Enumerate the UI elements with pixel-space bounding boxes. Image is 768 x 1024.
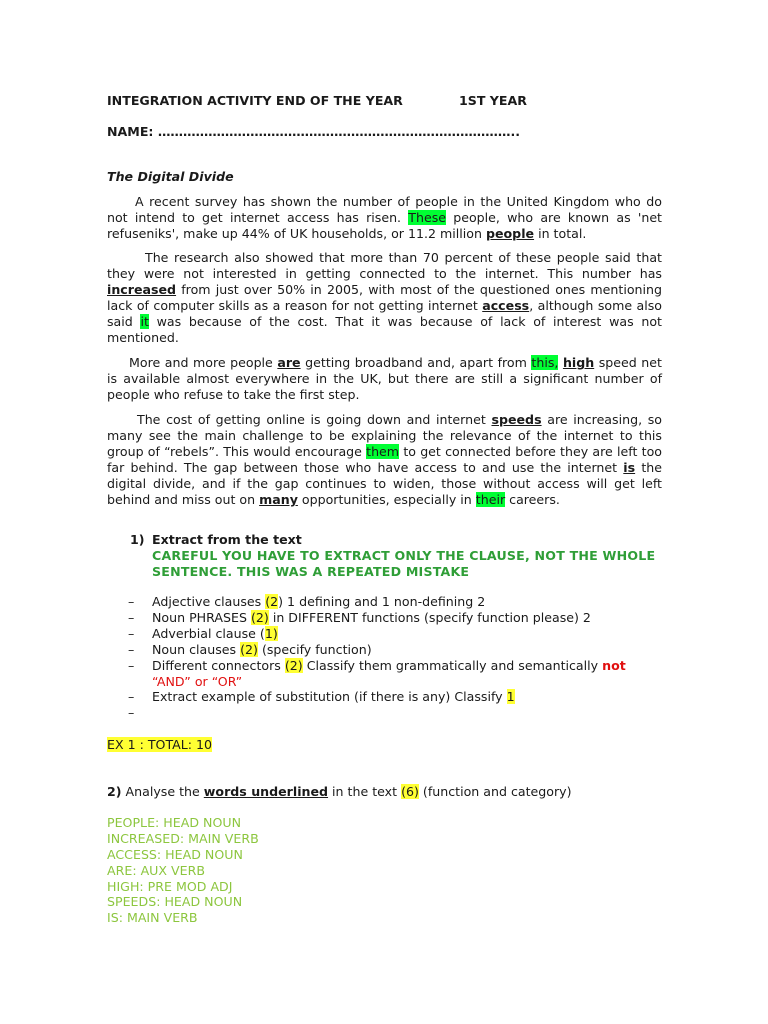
p2-highlight-it: it: [140, 314, 149, 329]
paragraph-2: [107, 250, 662, 346]
list-item-adverbial-clause: [152, 626, 278, 641]
item-text: Different connectors: [152, 658, 285, 673]
answer-line: ACCESS: HEAD NOUN: [107, 847, 243, 862]
ex1-warning-line-1: CAREFUL YOU HAVE TO EXTRACT ONLY THE CLAUSE, NOT THE WHOLE: [152, 548, 656, 563]
item-score-highlight: (2: [265, 594, 279, 609]
list-item-dash: –: [128, 594, 135, 609]
p1-text-b: people, who are known as 'net refuseniks', make up 44% of UK households, or 11.2 million: [107, 210, 662, 241]
p1-text-c: in total.: [534, 226, 587, 241]
p4-text-c: to get connected before they are left too far behind. The gap between those who have access to and use the internet: [107, 444, 662, 475]
p3-text-d: speed net is available almost everywhere in the UK, but there are still a significant number of people who refuse to take the first step.: [107, 355, 662, 402]
ex2-number: 2): [107, 784, 122, 799]
answer-line: IS: MAIN VERB: [107, 910, 198, 925]
list-item-dash: –: [128, 658, 135, 673]
section-heading: The Digital Divide: [107, 169, 234, 184]
item-text: (specify function): [257, 642, 372, 657]
item-text: Classify them grammatically and semantically: [302, 658, 603, 673]
name-field: NAME: …………………………………………………………………………..: [107, 124, 521, 139]
answer-line: INCREASED: MAIN VERB: [107, 831, 259, 846]
item-score-highlight: (2): [250, 610, 269, 625]
item-not-warning: not: [602, 658, 626, 673]
item-text: ) 1 defining and 1 non-defining 2: [278, 594, 486, 609]
item-score-highlight: 1: [506, 689, 515, 704]
list-item-dash: –: [128, 626, 135, 641]
list-item-dash: –: [128, 642, 135, 657]
answer-line: HIGH: PRE MOD ADJ: [107, 879, 233, 894]
year-label: 1ST YEAR: [459, 93, 527, 108]
ex1-warning-line-2: SENTENCE. THIS WAS A REPEATED MISTAKE: [152, 564, 470, 579]
item-text: Adjective clauses: [152, 594, 266, 609]
item-text: Adverbial clause (: [152, 626, 265, 641]
p3-underline-are: are: [277, 355, 301, 370]
list-item-dash: –: [128, 689, 135, 704]
ex2-score-highlight: (6): [401, 784, 419, 799]
list-item-noun-clauses: [152, 642, 372, 657]
p4-text-e: opportunities, especially in: [297, 492, 476, 507]
paragraph-4: [107, 412, 662, 508]
p3-highlight-this: this,: [531, 355, 559, 370]
answer-line: SPEEDS: HEAD NOUN: [107, 894, 243, 909]
answer-line: ARE: AUX VERB: [107, 863, 205, 878]
ex2-text: (function and category): [418, 784, 572, 799]
p4-text-b: are increasing, so many see the main challenge to be explaining the relevance of the internet to this group of “rebels”. This would encourage: [107, 412, 662, 459]
item-text: Noun PHRASES: [152, 610, 251, 625]
p4-underline-is: is: [623, 460, 636, 475]
paragraph-1: [107, 194, 662, 242]
document-title: INTEGRATION ACTIVITY END OF THE YEAR: [107, 93, 403, 108]
list-item-dash: –: [128, 610, 135, 625]
ex2-instruction: [107, 784, 572, 799]
p4-highlight-their: their: [475, 492, 506, 507]
p1-highlight-these: These: [408, 210, 446, 225]
p4-text-f: careers.: [505, 492, 560, 507]
item-score-highlight: 1): [264, 626, 278, 641]
item-score-highlight: (2): [284, 658, 303, 673]
p2-text-b: from just over 50% in 2005, with most of the questioned ones mentioning lack of computer skills as a reason for not getting internet: [107, 282, 662, 313]
item-text: Noun clauses: [152, 642, 241, 657]
p3-underline-high: high: [562, 355, 595, 370]
list-item-dash: –: [128, 705, 135, 720]
list-item-substitution: [152, 689, 515, 704]
p2-underline-access: access: [482, 298, 530, 313]
ex1-total-label: EX 1 : TOTAL: 10: [107, 737, 213, 752]
paragraph-3: [107, 355, 662, 403]
p1-underline-people: people: [485, 226, 535, 241]
p3-text-a: More and more people: [129, 355, 278, 370]
p4-underline-speeds: speeds: [491, 412, 542, 427]
p2-text-c: , although some also said: [107, 298, 662, 329]
item-text: in DIFFERENT functions (specify function please) 2: [268, 610, 591, 625]
list-item-adjective-clauses: [152, 594, 485, 609]
ex2-text: in the text: [328, 784, 402, 799]
list-item-connectors: [152, 658, 626, 673]
ex1-number: 1): [130, 532, 145, 547]
item-text: Extract example of substitution (if there is any) Classify: [152, 689, 507, 704]
ex2-text: Analyse the: [121, 784, 204, 799]
list-item-connectors-line-2: “AND” or “OR”: [152, 674, 243, 689]
p4-highlight-them: them: [366, 444, 400, 459]
p4-text-a: The cost of getting online is going down and internet: [137, 412, 492, 427]
p4-text-d: the digital divide, and if the gap continues to widen, those without access will get left behind and miss out on: [107, 460, 662, 507]
item-score-highlight: (2): [240, 642, 258, 657]
list-item-noun-phrases: [152, 610, 591, 625]
p2-text-d: was because of the cost. That it was because of lack of interest was not mentioned.: [107, 314, 662, 345]
p4-underline-many: many: [259, 492, 298, 507]
ex1-total: [107, 737, 212, 752]
p1-text-a: A recent survey has shown the number of people in the United Kingdom who do not intend to get internet access has risen.: [107, 194, 662, 225]
ex2-underline-words: words underlined: [203, 784, 329, 799]
ex1-title: Extract from the text: [152, 532, 302, 547]
p2-underline-increased: increased: [107, 282, 177, 297]
p2-text-a: The research also showed that more than 70 percent of these people said that they were not interested in getting connected to the internet. This number has: [107, 250, 662, 281]
answer-line: PEOPLE: HEAD NOUN: [107, 815, 241, 830]
p3-text-b: getting broadband and, apart from: [300, 355, 532, 370]
